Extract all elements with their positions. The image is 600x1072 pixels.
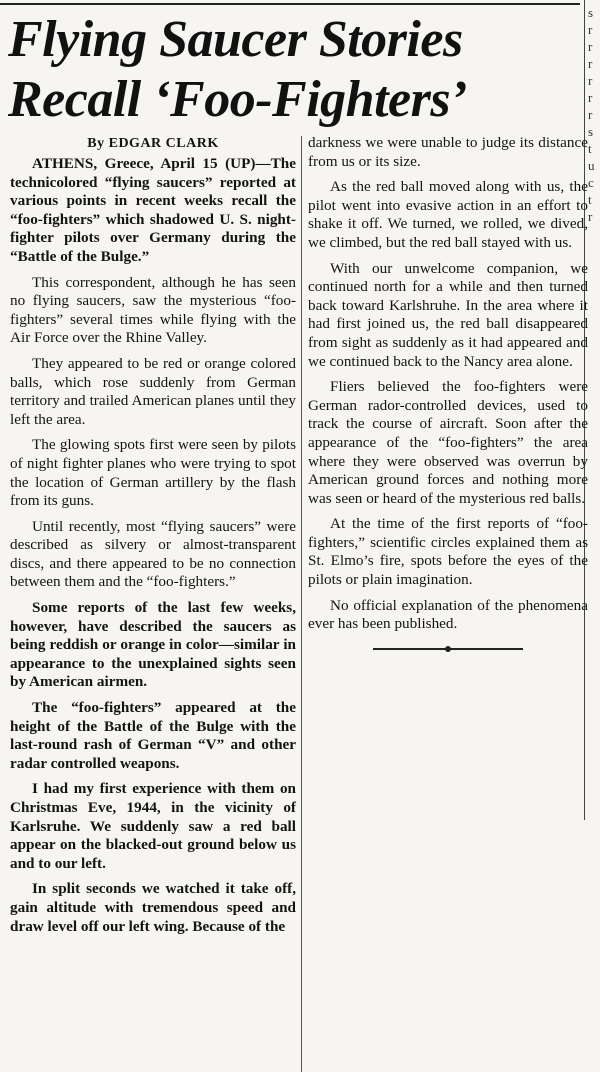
article-paragraph: No official explanation of the phenomena ever has been published. [308, 596, 588, 633]
sliver-char: s [588, 124, 594, 139]
sliver-char: r [588, 73, 593, 88]
article-paragraph: With our unwelcome companion, we continued north for a while and then turned back toward Karlshruhe. In the area where it had first joined us, the red ball disappeared from sight as suddenly as it had appeared and we continued back to the Nancy area alone. [308, 259, 588, 370]
article-paragraph: This correspondent, although he has seen no flying saucers, saw the mysterious “foo-fighters” several times while flying with the Air Force over the Rhine Valley. [10, 273, 296, 347]
article-paragraph: darkness we were unable to judge its distance from us or its size. [308, 134, 588, 170]
sliver-char: t [588, 141, 592, 156]
article-paragraph: Until recently, most “flying saucers” were described as silvery or almost-transparent discs, and there appeared to be no connection between them and the “foo-fighters.” [10, 517, 296, 591]
article-paragraph: As the red ball moved along with us, the pilot went into evasive action in an effort to shake it off. We turned, we rolled, we dived, we climbed, but the red ball stayed with us. [308, 178, 588, 251]
article-paragraph: They appeared to be red or orange colored balls, which rose suddenly from German territory and trailed American planes until they left the area. [10, 354, 296, 428]
sliver-char: r [588, 107, 593, 122]
top-rule [0, 3, 580, 5]
article-paragraph: Fliers believed the foo-fighters were German rador-controlled devices, used to track the course of aircraft. Soon after the appearance of the “foo-fighters” the area where they were observed was overrun by American ground forces and nothing more was seen or heard of the mysterious red balls. [308, 378, 588, 507]
article-paragraph: At the time of the first reports of “foo-fighters,” scientific circles explained them as St. Elmo’s fire, spots before the eyes of the pilots or plain imagination. [308, 515, 588, 589]
article-column-right [308, 134, 588, 650]
sliver-char: u [588, 158, 595, 173]
article-paragraph: I had my first experience with them on Christmas Eve, 1944, in the vicinity of Karlsruhe. We suddenly saw a red ball appear on the blacked-out ground below us and to our left. [10, 780, 296, 872]
sliver-char: r [588, 56, 593, 71]
headline-line-1: Flying Saucer Stories [8, 11, 463, 68]
byline: By EDGAR CLARK [87, 136, 219, 151]
sliver-char: c [588, 175, 594, 190]
sliver-char: t [588, 192, 592, 207]
headline-line-2: Recall ‘Foo-Fighters’ [8, 71, 467, 128]
article-paragraph: The glowing spots first were seen by pilots of night fighter planes who were trying to spot the location of German artillery by the flash from its guns. [10, 436, 296, 510]
adjacent-column-sliver [588, 4, 600, 225]
sliver-char: r [588, 39, 593, 54]
article-paragraph: ATHENS, Greece, April 15 (UP)—The technicolored “flying saucers” reported at various points in recent weeks recall the “foo-fighters” which shadowed U. S. night-fighter pilots over Germany during the “Battle of the Bulge.” [10, 155, 296, 265]
column-divider [301, 136, 302, 1072]
article-paragraph: In split seconds we watched it take off, gain altitude with tremendous speed and draw level off our left wing. Because of the [10, 880, 296, 935]
sliver-char: r [588, 209, 593, 224]
sliver-char: r [588, 22, 593, 37]
headline [8, 10, 583, 130]
article-column-left [10, 134, 296, 943]
end-of-article-rule [373, 648, 523, 650]
article-paragraph: Some reports of the last few weeks, however, have described the saucers as being reddish or orange in color—similar in appearance to the unexplained sights seen by American airmen. [10, 599, 296, 691]
article-paragraph: The “foo-fighters” appeared at the height of the Battle of the Bulge with the last-round rash of German “V” and other radar controlled weapons. [10, 699, 296, 772]
sliver-char: s [588, 5, 594, 20]
sliver-char: r [588, 90, 593, 105]
